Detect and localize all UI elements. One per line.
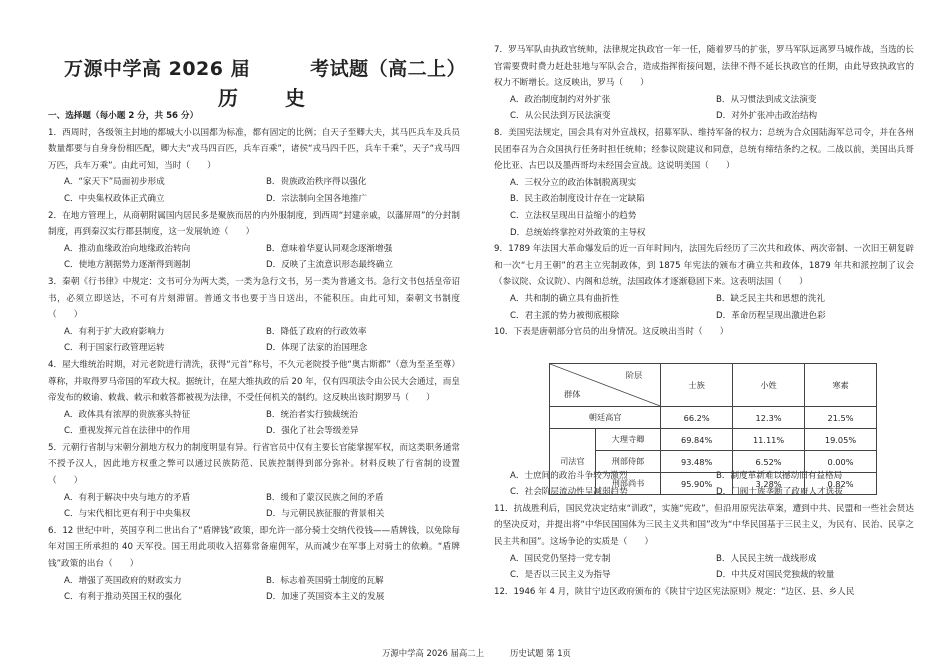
answer-options [48,324,460,357]
answer-option[interactable]: D．总统始终掌控对外政策的主导权 [510,227,646,238]
table-cell: 大理寺卿 [595,429,660,451]
question-stem: 5．元朝行省制与宋朝分割地方权力的制度明显有异。行省官员中仅有主要长官能掌握军权，而这类职务通常不授予汉人，因此地方权重之弊可以通过民族防范、民族控制得到部分弥补。材料反映了行省制的设置（ ） [48,442,460,487]
answer-option[interactable]: B．标志着英国骑士制度的瓦解 [266,575,384,586]
answer-options [48,573,460,606]
answer-options [48,407,460,440]
question [494,501,914,584]
answer-option[interactable]: C．重视发挥元首在法律中的作用 [64,426,191,437]
question [48,125,460,208]
answer-option[interactable]: A．国民党仍坚持一党专制 [510,553,611,564]
footer-right: 历史试题 第 1页 [510,648,571,658]
answer-options [494,551,914,584]
answer-option[interactable]: C．立法权呈现出日益缩小的趋势 [510,210,637,221]
answer-option[interactable]: A．三权分立的政治体制脱离现实 [510,177,637,188]
answer-option[interactable]: D．强化了社会等级差异 [266,426,359,437]
question-stem: 4．屋大维统治时期，对元老院进行清洗，获得“元首”称号，不久元老院授予他“奥古斯都”（意为至圣至尊）尊称，并取得罗马帝国的军政大权。据统计，在屋大维执政的后 20 年，仅有四项法令由公民大会通过，而皇帝发布的敕谕、敕裁、敕示和敕答都被视为法律，不受任何机关的制约。这反映出该时期罗马（ ） [48,359,460,404]
answer-option[interactable]: B．制度革新难以撼动旧有益格局 [716,470,843,481]
answer-option[interactable]: A．有利于解决中央与地方的矛盾 [64,492,191,503]
answer-option[interactable]: C．使地方割据势力逐渐得到遏制 [64,260,191,271]
answer-option[interactable]: D．体现了法家的治国理念 [266,343,368,354]
answer-option[interactable]: A．政体具有浓厚的贵族寡头特征 [64,409,191,420]
answer-option[interactable]: C．有利于推动英国王权的强化 [64,592,182,603]
left-questions [48,125,460,606]
answer-options [48,174,460,207]
official-origin-table [549,363,877,495]
answer-option[interactable]: A．有利于扩大政府影响力 [64,326,165,337]
table-cell: 朝廷高官 [550,407,661,429]
answer-options [494,291,914,324]
answer-option[interactable]: D．加速了英国资本主义的发展 [266,592,385,603]
answer-option[interactable]: A．共和制的确立具有曲折性 [510,293,620,304]
table-cell: 3.28% [733,473,805,495]
question-stem: 8．美国宪法规定，国会具有对外宣战权，招募军队、维持军备的权力；总统为合众国陆海军总司令，并在各州民团奉召为合众国执行任务时担任统帅；经参议院建议和同意，总统有缔结条约之权。二战以前，美国出兵哥伦比亚、古巴以及墨西哥均未经国会宣战。这说明美国（ ） [494,127,914,172]
answer-option[interactable]: B．贵族政治秩序得以强化 [266,177,367,188]
subject-title: 历 史 [218,86,325,110]
table-col-header: 士族 [661,364,733,407]
table-header-stage: 阶层 [625,370,643,380]
question-stem: 7．罗马军队由执政官统帅，法律规定执政官一年一任，随着罗马的扩张，罗马军队远离罗马城作战，当选的长官需要费时费力赶赴驻地与军队会合，造成指挥衔接问题，法律不得不延长执政官的任期，由此导致执政官的权力不断增长。这反映出，罗马（ ） [494,45,914,89]
question [494,125,914,241]
answer-options [48,241,460,274]
answer-option[interactable]: D．反映了主流意识形态最终确立 [266,260,393,271]
question-stem: 3．秦朝《行书律》中规定：文书可分为两大类，一类为急行文书，另一类为普通文书。急行文书包括皇帝诏书，必须立即送达，不可有片刻滞留。普通文书也要于当日送出，不能积压。由此可知，秦朝文书制度（ ） [48,276,460,321]
left-column [48,108,460,606]
answer-option[interactable]: B．人民民主统一战线形成 [716,553,817,564]
table-cell: 刑部侍郎 [595,451,660,473]
footer-left: 万源中学高 2026 届高二上 [382,648,485,658]
question [48,357,460,440]
answer-option[interactable]: B．意味着华夏认同观念逐渐增强 [266,243,393,254]
table-cell: 刑部尚书 [595,473,660,495]
table-col-header: 寒素 [805,364,877,407]
school-name: 万源中学高 2026 届 [64,58,251,80]
answer-option[interactable]: B．统治者实行独裁统治 [266,409,358,420]
answer-option[interactable]: C．中央集权政体正式确立 [64,193,165,204]
answer-option[interactable]: C．从公民法到万民法演变 [510,111,611,122]
question-stem: 12．1946 年 4 月，陕甘宁边区政府颁布的《陕甘宁边区宪法原则》规定：“边区、县、乡人民 [494,586,855,597]
question [494,241,914,324]
answer-options [48,490,460,523]
question-stem: 2．在地方管理上，从商朝附属国内居民多是聚族而居的内外服制度，到西周“封建亲戚，以藩屏周”的分封制制度，再到秦汉实行郡县制度，这一发展轨迹（ ） [48,210,460,238]
table-cell: 0.00% [805,451,877,473]
table-cell: 21.5% [805,407,877,429]
table-cell: 0.82% [805,473,877,495]
answer-option[interactable]: B．降低了政府的行政效率 [266,326,367,337]
answer-option[interactable]: D．宗法制向全国各地推广 [266,193,368,204]
question-stem: 9．1789 年法国大革命爆发后的近一百年时间内，法国先后经历了三次共和政体、两次帝制、一次旧王朝复辟和一次“七月王朝”的君主立宪制政体，到 1875 年宪法的颁布才确立共和政体，1879 年共和派控制了议会（参议院、众议院）、内阁和总统，法国政体才逐渐稳固下来。这表明法国（ ） [494,244,914,288]
table-cell: 93.48% [661,451,733,473]
question [48,208,460,274]
table-header-corner [550,364,661,407]
table-cell: 11.11% [733,429,805,451]
table-row [550,429,877,451]
answer-option[interactable]: D．中共反对国民党独裁的较量 [716,570,835,581]
answer-options [494,92,914,125]
table-cell: 6.52% [733,451,805,473]
exam-title [64,54,466,81]
answer-option[interactable]: A．士庶间的政治斗争较为激烈 [510,470,628,481]
question-stem: 10．下表是唐朝部分官员的出身情况。这反映出当时（ ） [494,327,729,338]
question [48,274,460,357]
section-heading: 一、选择题（每小题 2 分，共 56 分） [48,111,199,121]
answer-option[interactable]: D．与元朝民族征服的背景相关 [266,509,385,520]
table-cell: 司法官 [550,429,596,495]
answer-options [494,175,914,241]
answer-option[interactable]: B．民主政治制度设计存在一定缺陷 [510,194,645,205]
page-footer [382,647,597,659]
answer-option[interactable]: C．社会阶层流动性呈减弱趋势 [510,487,628,498]
question [494,42,914,125]
answer-option[interactable]: A．增强了英国政府的财政实力 [64,575,182,586]
answer-option[interactable]: C．利于国家行政管理运转 [64,343,165,354]
answer-option[interactable]: D．对外扩张冲击政治结构 [716,111,818,122]
answer-option[interactable]: C．君主派的势力被彻底根除 [510,310,620,321]
table-header-group: 群体 [564,389,581,399]
question [494,584,914,601]
answer-option[interactable]: A．推动血缘政治向地缘政治转向 [64,243,191,254]
table-row [550,407,877,429]
table-col-header: 小姓 [733,364,805,407]
right-column [494,42,914,600]
answer-option[interactable]: A．政治制度制约对外扩张 [510,94,611,105]
answer-option[interactable]: C．是否以三民主义为指导 [510,570,611,581]
question [48,523,460,606]
exam-name: 考试题（高二上） [310,58,467,80]
table-row [550,451,877,473]
question-stem: 11．抗战胜利后，国民党决定结束“训政”，实施“宪政”，但沿用原宪法草案，遭到中共、民盟和一些社会贤达的坚决反对，并提出将“中华民国国体为三民主义共和国”改为“中华民国基于三民主义，为民有、民治、民享之民主共和国”。这场争论的实质是（ ） [494,503,914,548]
table-cell: 66.2% [661,407,733,429]
answer-option[interactable]: D．门阀士族垄断了政府人才选拔 [716,487,843,498]
answer-option[interactable]: B．缺乏民主共和思想的洗礼 [716,293,826,304]
question-stem: 6．12 世纪中叶，英国亨利二世出台了“盾牌钱”政策，即允许一部分骑士交纳代役钱——盾牌钱，以免除每年对国王所承担的 40 天军役。国王用此项收入招募常备雇佣军，从而减少在军事上对骑士的依赖。“盾牌钱”政策的出台（ ） [48,525,460,570]
answer-option[interactable]: B．缓和了蒙汉民族之间的矛盾 [266,492,384,503]
table-cell: 69.84% [661,429,733,451]
question-stem: 1．西周时，各级领主封地的都城大小以国都为标准，都有固定的比例；自天子至卿大夫，其马匹兵车及兵员数量都要与自身身份相匹配，卿大夫“戎马四百匹，兵车百乘”，诸侯“戎马四千匹，兵车千乘”，天子“戎马四万匹，兵车万乘”。由此可知，当时（ ） [48,127,460,171]
answer-option[interactable]: D．革命历程呈现出激进色彩 [716,310,826,321]
table-cell: 19.05% [805,429,877,451]
table-cell: 95.90% [661,473,733,495]
answer-option[interactable]: C．与宋代相比更有利于中央集权 [64,509,191,520]
right-questions [494,42,914,600]
question [48,440,460,523]
table-cell: 12.3% [733,407,805,429]
table-row [550,473,877,495]
answer-option[interactable]: B．从习惯法到成文法演变 [716,94,817,105]
answer-option[interactable]: A．“家天下”局面初步形成 [64,177,165,188]
